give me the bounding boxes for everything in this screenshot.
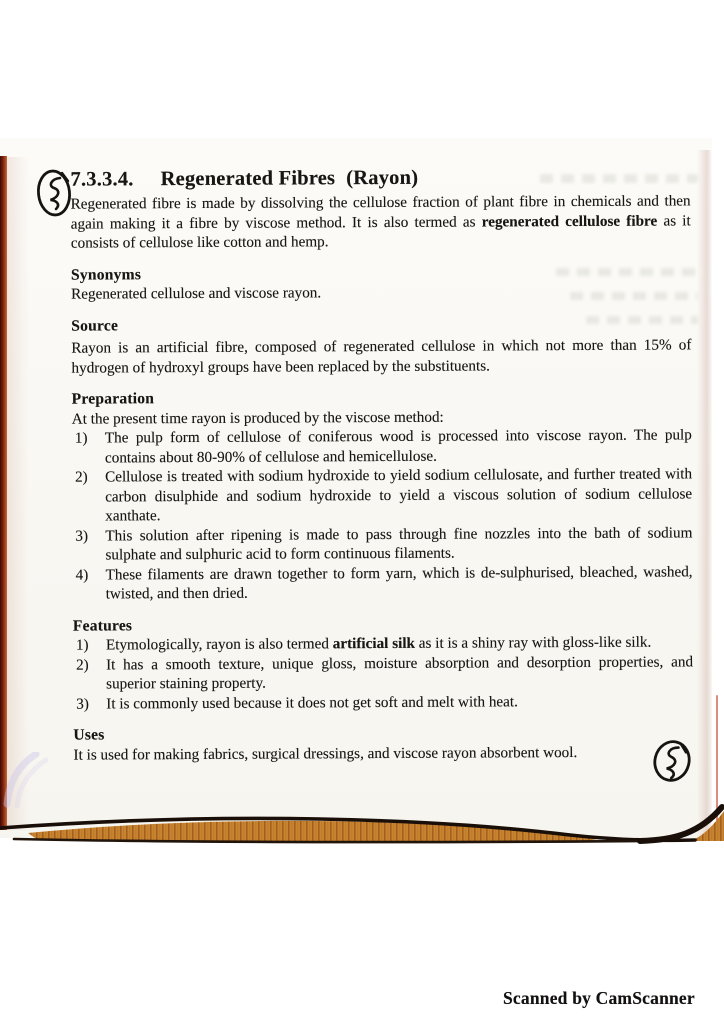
list-item — [73, 562, 693, 604]
list-item-number: 2) — [75, 656, 89, 674]
synonyms-section — [71, 262, 691, 304]
page-right-edge-shadow — [697, 150, 711, 836]
section-title — [70, 164, 690, 191]
preparation-intro: At the present time rayon is produced by the viscose method: — [71, 408, 444, 428]
features-section — [73, 613, 694, 714]
uses-heading: Uses — [73, 726, 105, 744]
intro-paragraph: Regenerated fibre is made by dissolving the cellulose fraction of plant fibre in chemicals and then again making it a fibre by viscose method. It is also termed as regenerated cellulose fibre as it consists of cellulose like cotton and hemp. — [70, 192, 691, 252]
page-bottom-curl-and-table — [0, 795, 724, 865]
list-item — [72, 523, 692, 565]
uses-text: It is used for making fabrics, surgical dressings, and viscose rayon absorbent wool. — [73, 743, 578, 764]
camscanner-watermark: Scanned by CamScanner — [503, 988, 695, 1008]
section-title-paren: (Rayon) — [346, 166, 419, 190]
list-item-number: 4) — [75, 566, 89, 584]
preparation-heading: Preparation — [71, 390, 155, 408]
synonyms-heading: Synonyms — [70, 265, 142, 284]
list-item-text: This solution after ripening is made to pass through fine nozzles into the bath of sodium sulphate and sulphuric acid to form continuous filaments. — [105, 523, 693, 564]
list-item-text: These filaments are drawn together to form yarn, which is de-sulphurised, bleached, washed, twisted, and then dried. — [105, 562, 693, 603]
list-item-text: It is commonly used because it does not get soft and melt with heat. — [106, 692, 518, 712]
list-item-text: It has a smooth texture, unique gloss, moisture absorption and desorption properties, and superior staining property. — [105, 652, 694, 693]
document-body — [70, 164, 693, 764]
preparation-section — [72, 386, 693, 604]
source-text: Rayon is an artificial fibre, composed of regenerated cellulose in which not more than 15% of hydrogen of hydroxyl groups have been replaced by the substituents. — [71, 336, 692, 377]
features-heading: Features — [72, 616, 133, 635]
wood-table-strip — [28, 821, 600, 842]
section-title-text: Regenerated Fibres — [160, 167, 336, 191]
book-edge-strip — [0, 156, 7, 830]
list-item-number: 3) — [75, 527, 89, 545]
uses-section — [73, 722, 693, 764]
list-item — [73, 652, 693, 694]
list-item-number: 3) — [76, 695, 89, 713]
list-item — [73, 691, 693, 714]
page-left-shadow — [7, 157, 29, 830]
list-item-number: 1) — [75, 636, 89, 654]
list-item-number: 2) — [75, 468, 88, 486]
source-heading: Source — [71, 316, 119, 335]
list-item-text: Etymologically, rayon is also termed artificial silk as it is a shiny ray with gloss-like silk. — [105, 633, 652, 654]
source-section — [71, 313, 691, 378]
list-item — [72, 464, 692, 526]
list-item — [72, 425, 692, 467]
synonyms-text: Regenerated cellulose and viscose rayon. — [71, 284, 322, 303]
teacher-check-mark-icon — [649, 736, 696, 786]
section-number: 7.3.3.4. — [70, 168, 134, 191]
list-item-number: 1) — [74, 429, 88, 447]
teacher-check-mark-icon — [35, 167, 75, 219]
list-item-text: The pulp form of cellulose of coniferous wood is processed into viscose rayon. The pulp contains about 80-90% of cellulose and hemicellulose. — [104, 426, 692, 466]
list-item-text: Cellulose is treated with sodium hydroxide to yield sodium cellulosate, and further treated with carbon disulphide and sodium hydroxide to yield a viscous solution of sodium cellulose xanthate. — [105, 465, 693, 525]
